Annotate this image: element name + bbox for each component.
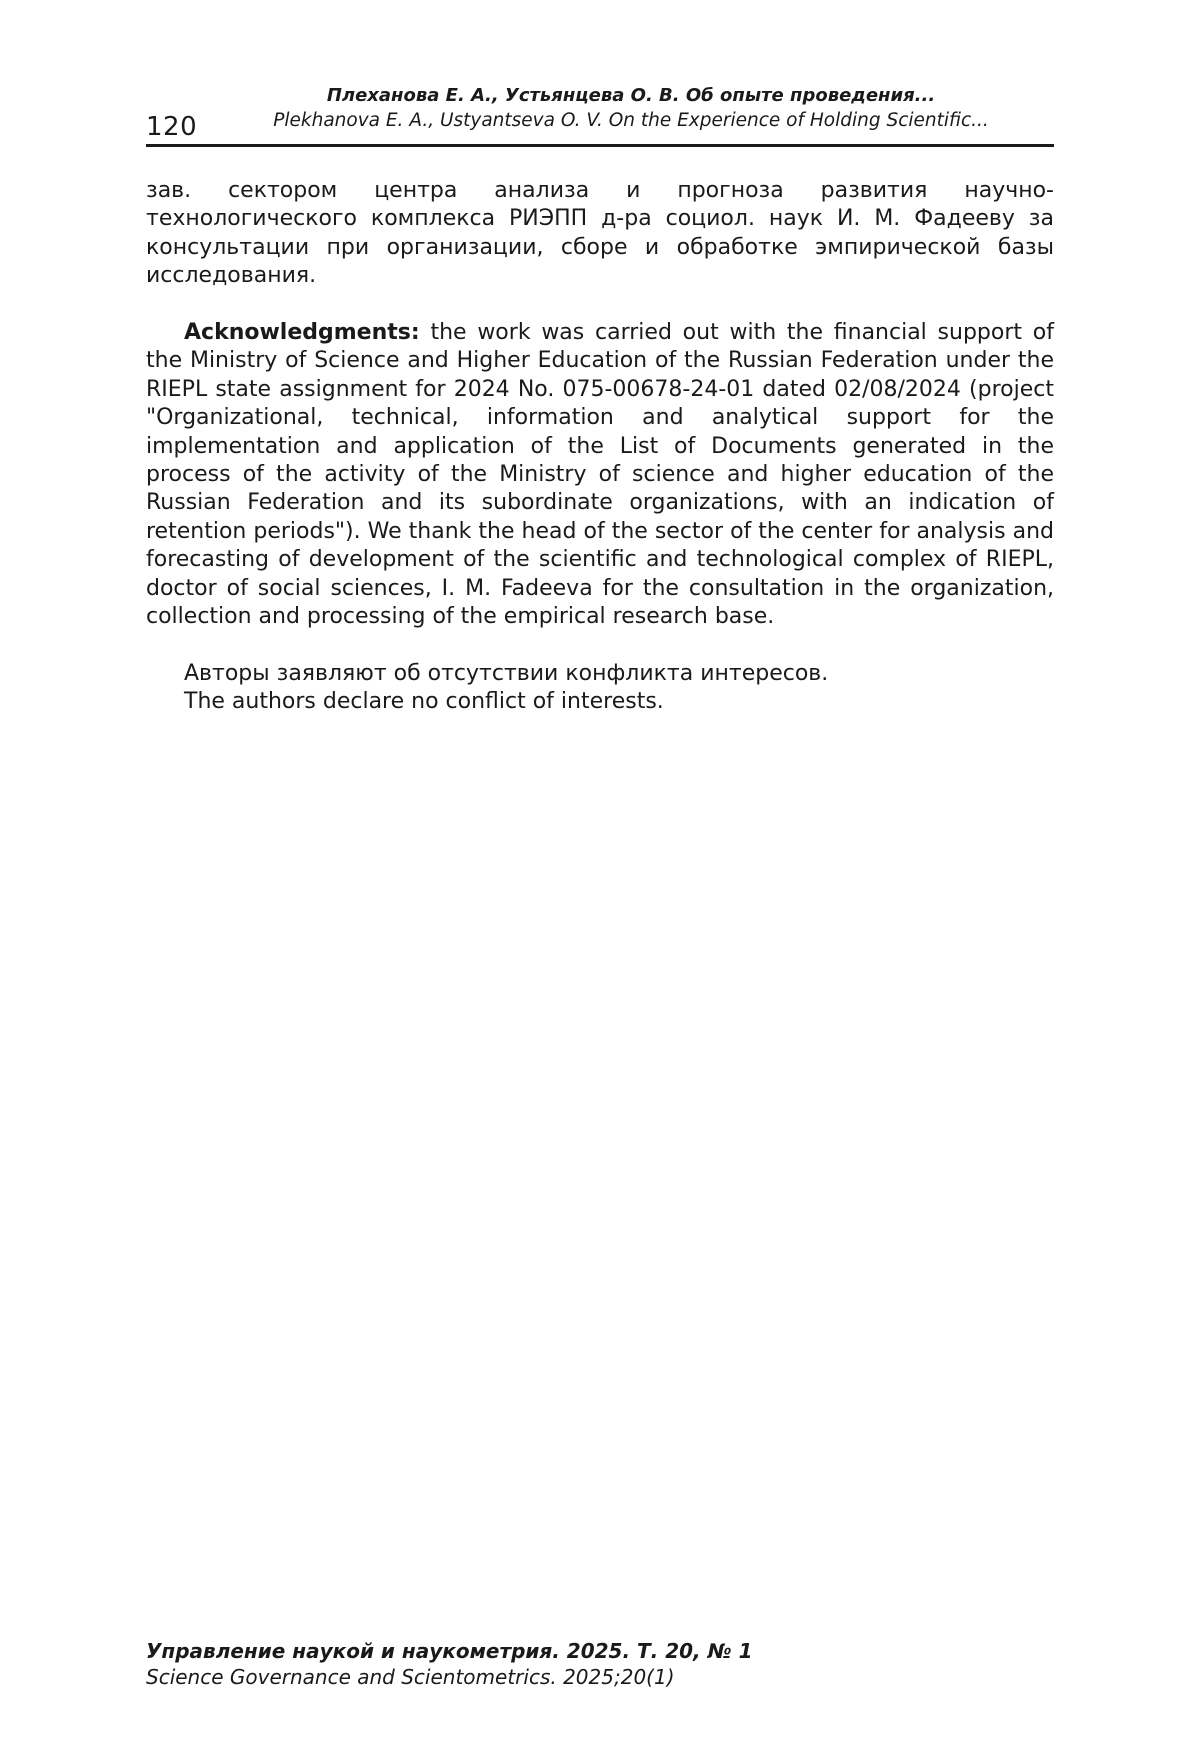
conflict-statement-en: The authors declare no conflict of interests.	[184, 689, 664, 715]
page-number: 120	[146, 112, 198, 142]
journal-citation-ru: Управление наукой и наукометрия. 2025. Т. 20, № 1	[146, 1639, 753, 1663]
acknowledgments-label: Acknowledgments:	[184, 320, 420, 346]
article-body	[146, 177, 1054, 717]
running-title-ru: Плеханова Е. А., Устьянцева О. В. Об опыте проведения...	[326, 85, 936, 106]
header-divider	[146, 144, 1054, 147]
journal-page	[146, 0, 1054, 1756]
conflict-statement-ru: Авторы заявляют об отсутствии конфликта интересов.	[184, 660, 829, 686]
acknowledgments-paragraph	[146, 319, 1054, 631]
conflict-declarations	[146, 660, 1054, 717]
acknowledgments-text: the work was carried out with the financial support of the Ministry of Science and Higher Education of the Russian Federation under the RIEPL state assignment for 2024 No. 075-00678-24-01 dated 02/08/2024 (project "Organizational, technical, information and analytical support for the implementation and application of the List of Documents generated in the process of the activity of the Ministry of science and higher education of the Russian Federation and its subordinate organizations, with an indication of retention periods"). We thank the head of the sector of the center for analysis and forecasting of development of the scientific and technological complex of RIEPL, doctor of social sciences, I. M. Fadeeva for the consultation in the organization, collection and processing of the empirical research base.	[146, 320, 1054, 630]
page-header	[146, 84, 1054, 146]
ru-acknowledgment-continuation: зав. сектором центра анализа и прогноза развития научно-технологического комплекса РИЭПП д-ра социол. наук И. М. Фадееву за консультации при организации, сборе и обработке эмпирической базы исследования.	[146, 178, 1054, 289]
page-footer	[146, 1638, 1054, 1690]
running-title-en: Plekhanova E. A., Ustyantseva O. V. On the Experience of Holding Scientific...	[273, 110, 989, 131]
journal-citation-en: Science Governance and Scientometrics. 2025;20(1)	[146, 1665, 675, 1689]
